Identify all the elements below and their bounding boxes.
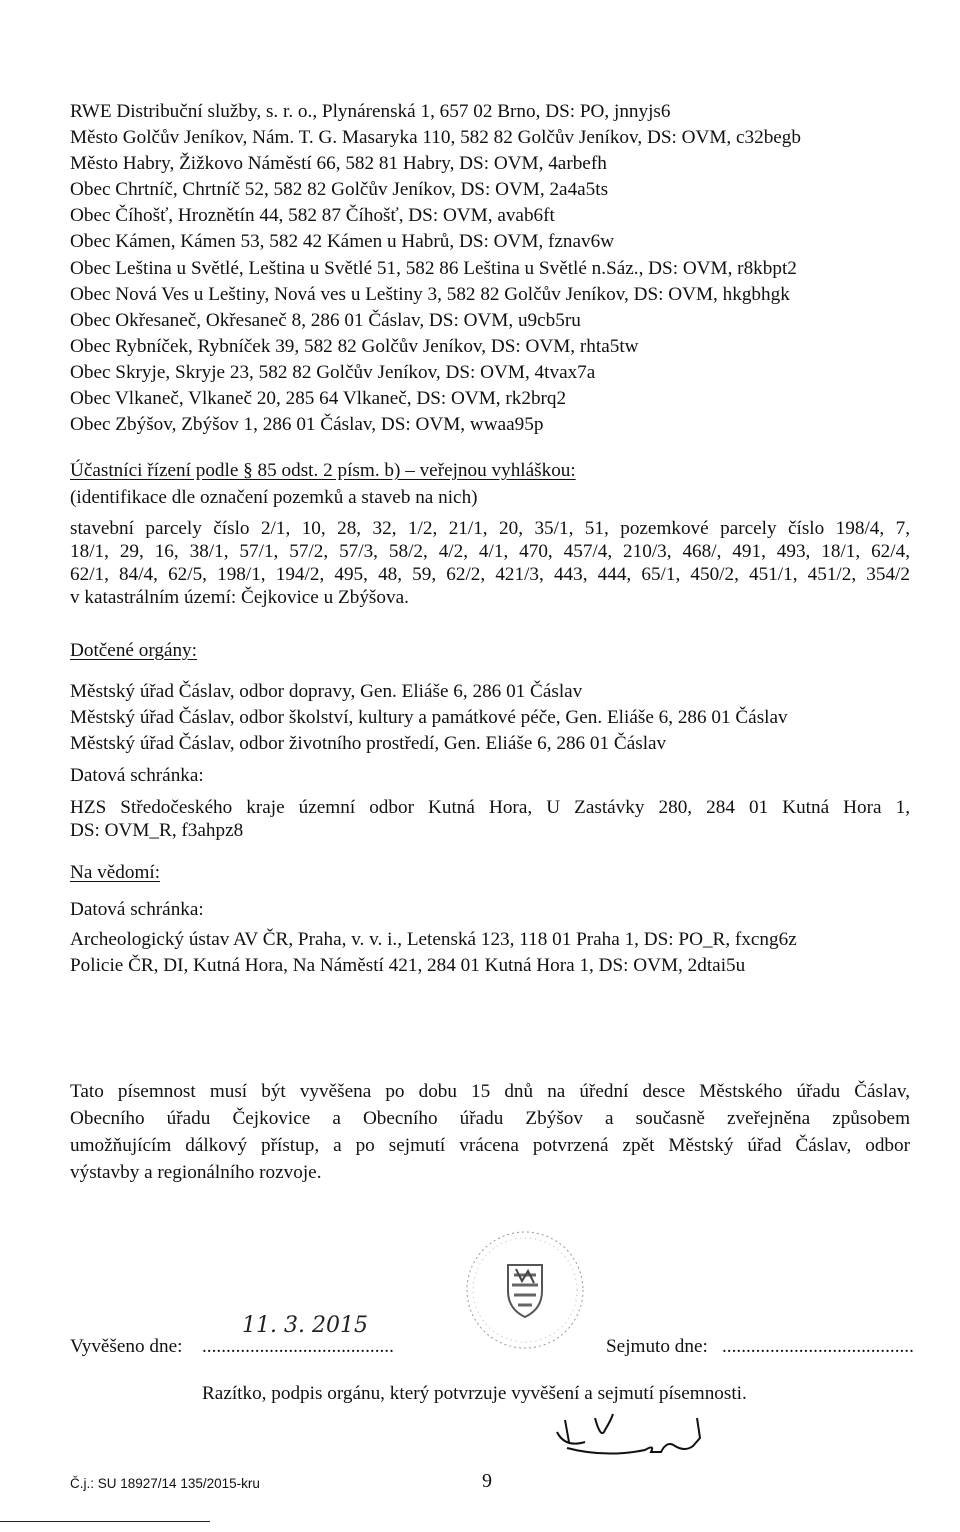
participants-heading-text: Účastníci řízení podle § 85 odst. 2 písm. b) – veřejnou vyhláškou: (70, 460, 576, 481)
notice-line: umožňujícím dálkový přístup, a po sejmutí vrácena potvrzená zpět Městský úřad Čáslav, odbor (70, 1135, 910, 1156)
hzs-line: DS: OVM_R, f3ahpz8 (70, 820, 244, 841)
recipient-line: Obec Skryje, Skryje 23, 582 82 Golčův Jeníkov, DS: OVM, 4tvax7a (70, 361, 596, 383)
notice-paragraph (70, 1078, 910, 1186)
stamp-note: Razítko, podpis orgánu, který potvrzuje vyvěšení a sejmutí písemnosti. (202, 1383, 747, 1404)
affected-item: Městský úřad Čáslav, odbor dopravy, Gen. Eliáše 6, 286 01 Čáslav (70, 681, 583, 702)
posted-date-field: ........................................ (202, 1336, 394, 1357)
posted-date-handwritten: 11. 3. 2015 (242, 1313, 368, 1338)
parcels-line: 62/1, 84/4, 62/5, 198/1, 194/2, 495, 48, 59, 62/2, 421/3, 443, 444, 65/1, 450/2, 451/1, 451/2, 354/2 (70, 564, 910, 585)
parcels-line: 18/1, 29, 16, 38/1, 57/1, 57/2, 57/3, 58/2, 4/2, 4/1, 470, 457/4, 210/3, 468/, 491, 493, 18/1, 62/4, (70, 541, 910, 562)
recipient-line: Obec Zbýšov, Zbýšov 1, 286 01 Čáslav, DS: OVM, wwaa95p (70, 414, 544, 436)
affected-heading (70, 639, 910, 662)
participants-note: (identifikace dle označení pozemků a staveb na nich) (70, 487, 478, 508)
participants-heading (70, 459, 910, 482)
removed-label: Sejmuto dne: (606, 1336, 708, 1357)
affected-heading-text: Dotčené orgány: (70, 640, 197, 661)
notice-line: výstavby a regionálního rozvoje. (70, 1162, 322, 1183)
parcels-line: v katastrálním území: Čejkovice u Zbýšova. (70, 587, 409, 608)
informed-heading-text: Na vědomí: (70, 862, 161, 883)
notice-line: Obecního úřadu Čejkovice a Obecního úřadu Zbýšov a současně zveřejněna způsobem (70, 1108, 910, 1129)
recipient-line: Obec Vlkaneč, Vlkaneč 20, 285 64 Vlkaneč, DS: OVM, rk2brq2 (70, 388, 567, 410)
recipient-line: Město Golčův Jeníkov, Nám. T. G. Masaryka 110, 582 82 Golčův Jeníkov, DS: OVM, c32begb (70, 127, 801, 149)
informed-item: Policie ČR, DI, Kutná Hora, Na Náměstí 421, 284 01 Kutná Hora 1, DS: OVM, 2dtai5u (70, 955, 746, 976)
parcels-line: stavební parcely číslo 2/1, 10, 28, 32, 1/2, 21/1, 20, 35/1, 51, pozemkové parcely číslo 198/4, 7, (70, 518, 910, 539)
recipient-line: Obec Kámen, Kámen 53, 582 42 Kámen u Habrů, DS: OVM, fznav6w (70, 231, 615, 253)
recipient-line: Obec Nová Ves u Leštiny, Nová ves u Leštiny 3, 582 82 Golčův Jeníkov, DS: OVM, hkgbhgk (70, 283, 790, 305)
informed-heading (70, 861, 910, 884)
footer-rule (0, 1521, 210, 1522)
reference-number: Č.j.: SU 18927/14 135/2015-kru (70, 1476, 260, 1491)
recipient-line: Obec Rybníček, Rybníček 39, 582 82 Golčův Jeníkov, DS: OVM, rhta5tw (70, 335, 639, 357)
data-box-label: Datová schránka: (70, 765, 204, 786)
affected-item: Městský úřad Čáslav, odbor životního prostředí, Gen. Eliáše 6, 286 01 Čáslav (70, 733, 667, 754)
removed-date-field: ........................................ (722, 1336, 914, 1357)
hzs-paragraph (70, 796, 910, 842)
recipient-line: Obec Okřesaneč, Okřesaneč 8, 286 01 Čáslav, DS: OVM, u9cb5ru (70, 309, 581, 331)
coat-of-arms-icon (508, 1265, 542, 1317)
official-stamp (450, 1225, 600, 1355)
handwritten-signature (525, 1400, 725, 1470)
affected-item: Městský úřad Čáslav, odbor školství, kultury a památkové péče, Gen. Eliáše 6, 286 01 Čáslav (70, 707, 788, 728)
informed-item: Archeologický ústav AV ČR, Praha, v. v. i., Letenská 123, 118 01 Praha 1, DS: PO_R, fxcng6z (70, 929, 797, 950)
notice-line: Tato písemnost musí být vyvěšena po dobu 15 dnů na úřední desce Městského úřadu Čáslav, (70, 1081, 910, 1102)
parcels-paragraph (70, 517, 910, 609)
recipient-line: RWE Distribuční služby, s. r. o., Plynárenská 1, 657 02 Brno, DS: PO, jnnyjs6 (70, 101, 671, 122)
recipient-line: Obec Číhošť, Hroznětín 44, 582 87 Číhošť, DS: OVM, avab6ft (70, 205, 555, 227)
hzs-line: HZS Středočeského kraje územní odbor Kutná Hora, U Zastávky 280, 284 01 Kutná Hora 1, (70, 797, 910, 818)
page-number: 9 (482, 1470, 492, 1492)
recipient-line: Město Habry, Žižkovo Náměstí 66, 582 81 Habry, DS: OVM, 4arbefh (70, 153, 607, 175)
recipient-line: Obec Leština u Světlé, Leština u Světlé 51, 582 86 Leština u Světlé n.Sáz., DS: OVM, r8kbpt2 (70, 257, 797, 279)
informed-data-box-label: Datová schránka: (70, 899, 204, 920)
recipient-line: Obec Chrtníč, Chrtníč 52, 582 82 Golčův Jeníkov, DS: OVM, 2a4a5ts (70, 179, 609, 201)
posted-label: Vyvěšeno dne: (70, 1336, 183, 1357)
recipients-list (70, 100, 910, 439)
